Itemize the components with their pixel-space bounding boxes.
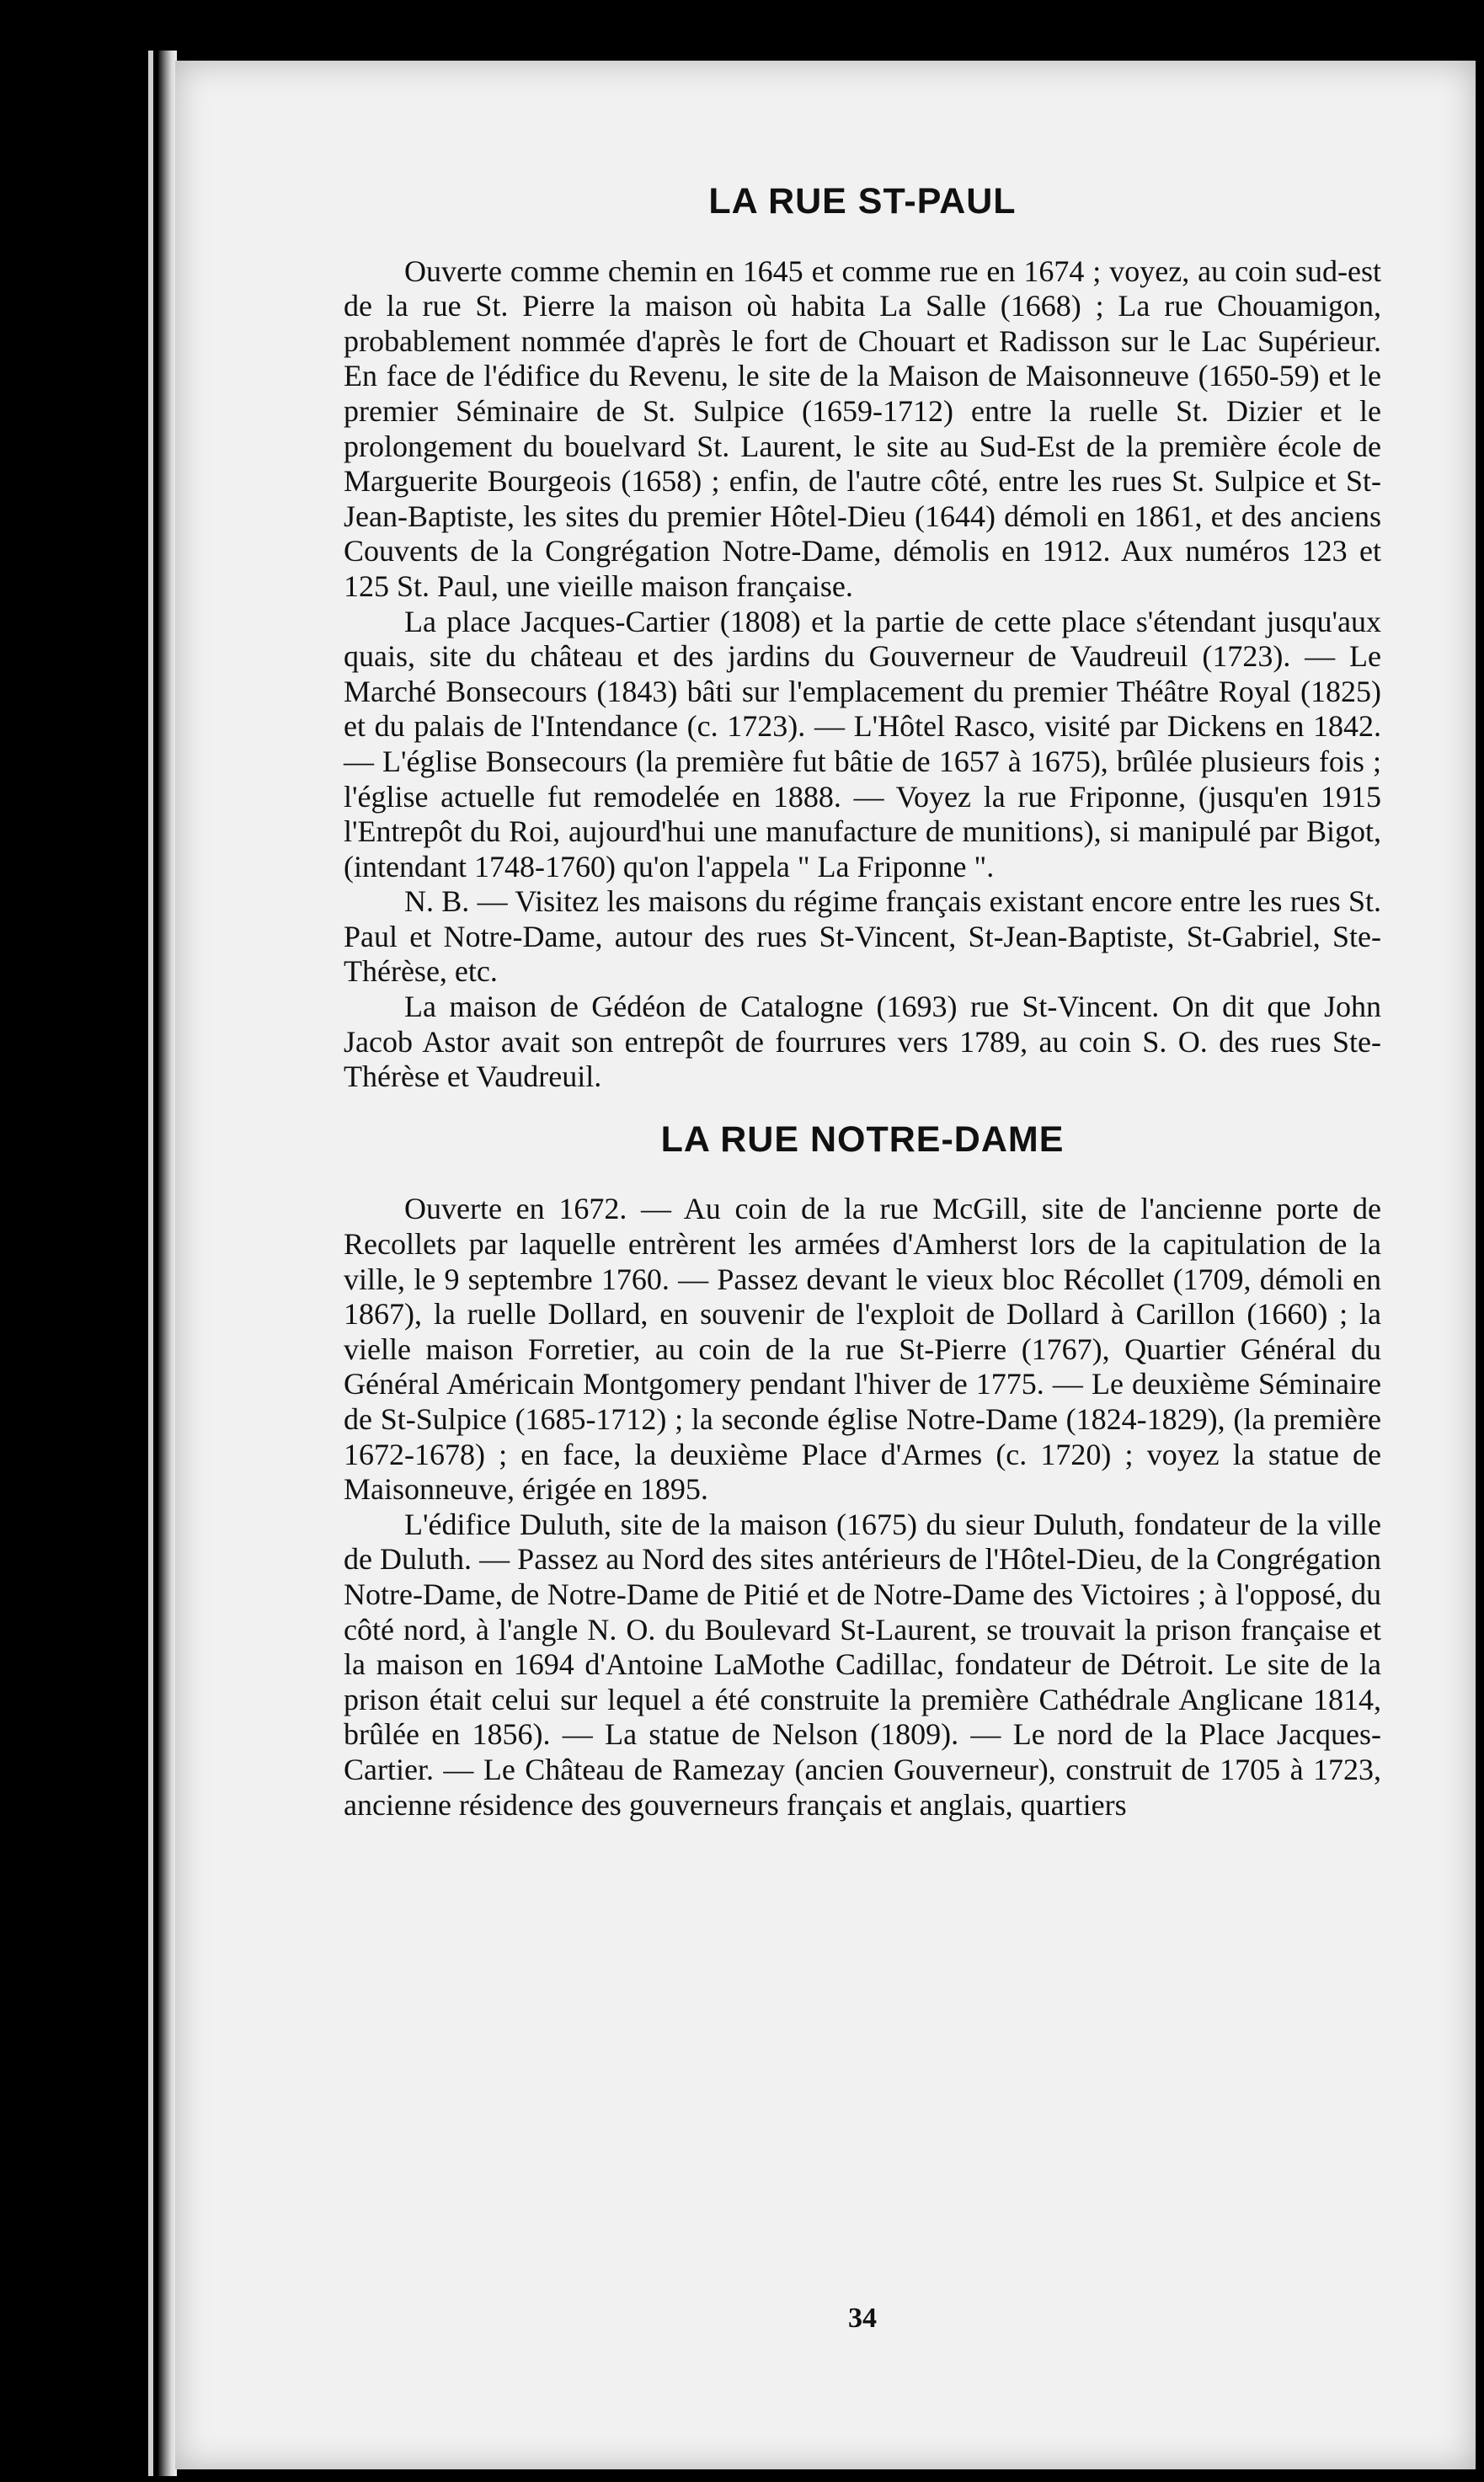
paragraph: L'édifice Duluth, site de la maison (1675) du sieur Duluth, fondateur de la ville de Duluth. — Passez au Nord des sites antérieurs de l'Hôtel-Dieu, de la Congrégation Notre-Dame, de Notre-Dame de Pitié et de Notre-Dame des Victoires ; à l'opposé, du côté nord, à l'angle N. O. du Boulevard St-Laurent, se trouvait la prison française et la maison en 1694 d'Antoine LaMothe Cadillac, fondateur de Détroit. Le site de la prison était celui sur lequel a été construite la première Cathédrale Anglicane 1814, brûlée en 1856). — La statue de Nelson (1809). — Le nord de la Place Jacques-Cartier. — Le Château de Ramezay (ancien Gouverneur), construit de 1705 à 1723, ancienne résidence des gouverneurs français et anglais, quartiers xyxy=(344,1507,1381,1822)
paragraph: La maison de Gédéon de Catalogne (1693) rue St-Vincent. On dit que John Jacob Astor avait son entrepôt de fourrures vers 1789, au coin S. O. des rues Ste-Thérèse et Vaudreuil. xyxy=(344,990,1381,1094)
paragraph: La place Jacques-Cartier (1808) et la partie de cette place s'étendant jusqu'aux quais, site du château et des jardins du Gouverneur de Vaudreuil (1723). — Le Marché Bonsecours (1843) bâti sur l'emplacement du premier Théâtre Royal (1825) et du palais de l'Intendance (c. 1723). — L'Hôtel Rasco, visité par Dickens en 1842. — L'église Bonsecours (la première fut bâtie de 1657 à 1675), brûlée plusieurs fois ; l'église actuelle fut remodelée en 1888. — Voyez la rue Friponne, (jusqu'en 1915 l'Entrepôt du Roi, aujourd'hui une manufacture de munitions), si manipulé par Bigot, (intendant 1748-1760) qu'on l'appela " La Friponne ". xyxy=(344,604,1381,883)
page-number: 34 xyxy=(848,2303,877,2334)
section-title-notre-dame: LA RUE NOTRE-DAME xyxy=(660,1118,1065,1160)
paragraph: N. B. — Visitez les maisons du régime français existant encore entre les rues St. Paul et Notre-Dame, autour des rues St-Vincent, St-Jean-Baptiste, St-Gabriel, Ste-Thérèse, etc. xyxy=(344,884,1381,989)
section-rue-st-paul xyxy=(344,180,1381,1095)
page-edge xyxy=(158,51,177,2476)
section-rue-notre-dame xyxy=(344,1118,1381,1823)
paragraph: Ouverte comme chemin en 1645 et comme rue en 1674 ; voyez, au coin sud-est de la rue St. Pierre la maison où habita La Salle (1668) ; La rue Chouamigon, probablement nommée d'après le fort de Chouart et Radisson sur le Lac Supérieur. En face de l'édifice du Revenu, le site de la Maison de Maisonneuve (1650-59) et le premier Séminaire de St. Sulpice (1659-1712) entre la ruelle St. Dizier et le prolongement du bouelvard St. Laurent, le site au Sud-Est de la première école de Marguerite Bourgeois (1658) ; enfin, de l'autre côté, entre les rues St. Sulpice et St-Jean-Baptiste, les sites du premier Hôtel-Dieu (1644) démoli en 1861, et des anciens Couvents de la Congrégation Notre-Dame, démolis en 1912. Aux numéros 123 et 125 St. Paul, une vieille maison française. xyxy=(344,254,1381,603)
binding-shadow xyxy=(148,51,153,2476)
page-content xyxy=(344,180,1381,2334)
paragraph: Ouverte en 1672. — Au coin de la rue McGill, site de l'ancienne porte de Recollets par laquelle entrèrent les armées d'Amherst lors de la capitulation de la ville, le 9 septembre 1760. — Passez devant le vieux bloc Récollet (1709, démoli en 1867), la ruelle Dollard, en souvenir de l'exploit de Dollard à Carillon (1660) ; la vielle maison Forretier, au coin de la rue St-Pierre (1767), Quartier Général du Général Américain Montgomery pendant l'hiver de 1775. — Le deuxième Séminaire de St-Sulpice (1685-1712) ; la seconde église Notre-Dame (1824-1829), (la première 1672-1678) ; en face, la deuxième Place d'Armes (c. 1720) ; voyez la statue de Maisonneuve, érigée en 1895. xyxy=(344,1192,1381,1507)
section-title-st-paul: LA RUE ST-PAUL xyxy=(708,181,1017,222)
